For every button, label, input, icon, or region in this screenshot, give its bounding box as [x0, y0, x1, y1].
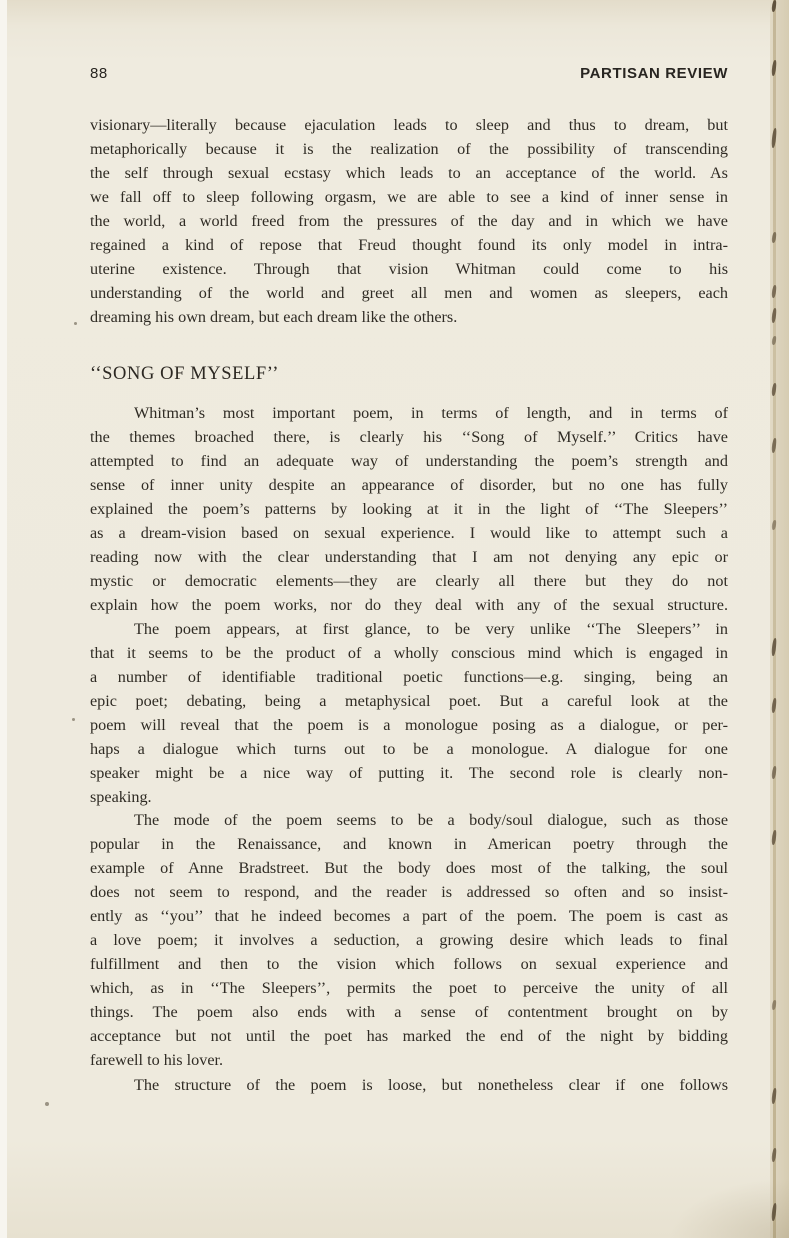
- section-heading: ‘‘SONG OF MYSELF’’: [90, 364, 279, 384]
- text-line: attempted to find an adequate way of understanding the poem’s strength and: [90, 452, 728, 470]
- text-line: sense of inner unity despite an appearance of disorder, but no one has fully: [90, 476, 728, 494]
- corner-shadow: [669, 1178, 789, 1238]
- page-number: 88: [90, 65, 108, 82]
- journal-title: PARTISAN REVIEW: [580, 65, 728, 82]
- binding-crease: [773, 0, 776, 1238]
- text-line: things. The poem also ends with a sense of contentment brought on by: [90, 1003, 728, 1021]
- text-line: does not seem to respond, and the reader is addressed so often and so insist-: [90, 883, 728, 901]
- text-line: that it seems to be the product of a wholly conscious mind which is engaged in: [90, 644, 728, 662]
- text-line: uterine existence. Through that vision Whitman could come to his: [90, 260, 728, 278]
- text-line: Whitman’s most important poem, in terms of length, and in terms of: [134, 404, 728, 422]
- text-line: The structure of the poem is loose, but nonetheless clear if one follows: [134, 1076, 728, 1094]
- text-line: epic poet; debating, being a metaphysical poet. But a careful look at the: [90, 692, 728, 710]
- text-line: mystic or democratic elements—they are clearly all there but they do not: [90, 572, 728, 590]
- text-line: farewell to his lover.: [90, 1051, 224, 1069]
- text-line: as a dream-vision based on sexual experience. I would like to attempt such a: [90, 524, 728, 542]
- text-line: visionary—literally because ejaculation leads to sleep and thus to dream, but: [90, 116, 728, 134]
- scan-speck: [74, 322, 77, 325]
- text-line: ently as ‘‘you’’ that he indeed becomes a part of the poem. The poem is cast as: [90, 907, 728, 925]
- text-line: example of Anne Bradstreet. But the body does most of the talking, the soul: [90, 859, 728, 877]
- text-line: we fall off to sleep following orgasm, we are able to see a kind of inner sense in: [90, 188, 728, 206]
- scan-speck: [45, 1102, 49, 1106]
- text-line: fulfillment and then to the vision which follows on sexual experience and: [90, 955, 728, 973]
- text-line: popular in the Renaissance, and known in American poetry through the: [90, 835, 728, 853]
- text-line: The poem appears, at first glance, to be very unlike ‘‘The Sleepers’’ in: [134, 620, 728, 638]
- paragraph: [90, 808, 728, 1072]
- text-line: acceptance but not until the poet has marked the end of the night by bidding: [90, 1027, 728, 1045]
- text-line: the self through sexual ecstasy which leads to an acceptance of the world. As: [90, 164, 728, 182]
- scan-left-edge: [0, 0, 7, 1238]
- text-line: speaker might be a nice way of putting it. The second role is clearly non-: [90, 764, 728, 782]
- text-line: a number of identifiable traditional poetic functions—e.g. singing, being an: [90, 668, 728, 686]
- text-line: which, as in ‘‘The Sleepers’’, permits the poet to perceive the unity of all: [90, 979, 728, 997]
- text-line: dreaming his own dream, but each dream like the others.: [90, 308, 458, 326]
- text-line: the world, a world freed from the pressures of the day and in which we have: [90, 212, 728, 230]
- text-line: understanding of the world and greet all men and women as sleepers, each: [90, 284, 728, 302]
- paragraph: [90, 1073, 728, 1097]
- text-line: haps a dialogue which turns out to be a monologue. A dialogue for one: [90, 740, 728, 758]
- text-line: explain how the poem works, nor do they deal with any of the sexual structure.: [90, 596, 728, 614]
- text-line: reading now with the clear understanding that I am not denying any epic or: [90, 548, 728, 566]
- paragraph: [90, 113, 728, 329]
- text-line: the themes broached there, is clearly his ‘‘Song of Myself.’’ Critics have: [90, 428, 728, 446]
- text-line: The mode of the poem seems to be a body/soul dialogue, such as those: [134, 811, 728, 829]
- scan-speck: [72, 718, 75, 721]
- paragraph: [90, 617, 728, 809]
- paragraph: [90, 401, 728, 617]
- text-line: poem will reveal that the poem is a monologue posing as a dialogue, or per-: [90, 716, 728, 734]
- text-line: regained a kind of repose that Freud thought found its only model in intra-: [90, 236, 728, 254]
- text-line: explained the poem’s patterns by looking at it in the light of ‘‘The Sleepers’’: [90, 500, 728, 518]
- running-header: [90, 65, 728, 82]
- text-line: speaking.: [90, 788, 152, 806]
- text-line: a love poem; it involves a seduction, a growing desire which leads to final: [90, 931, 728, 949]
- text-line: metaphorically because it is the realization of the possibility of transcending: [90, 140, 728, 158]
